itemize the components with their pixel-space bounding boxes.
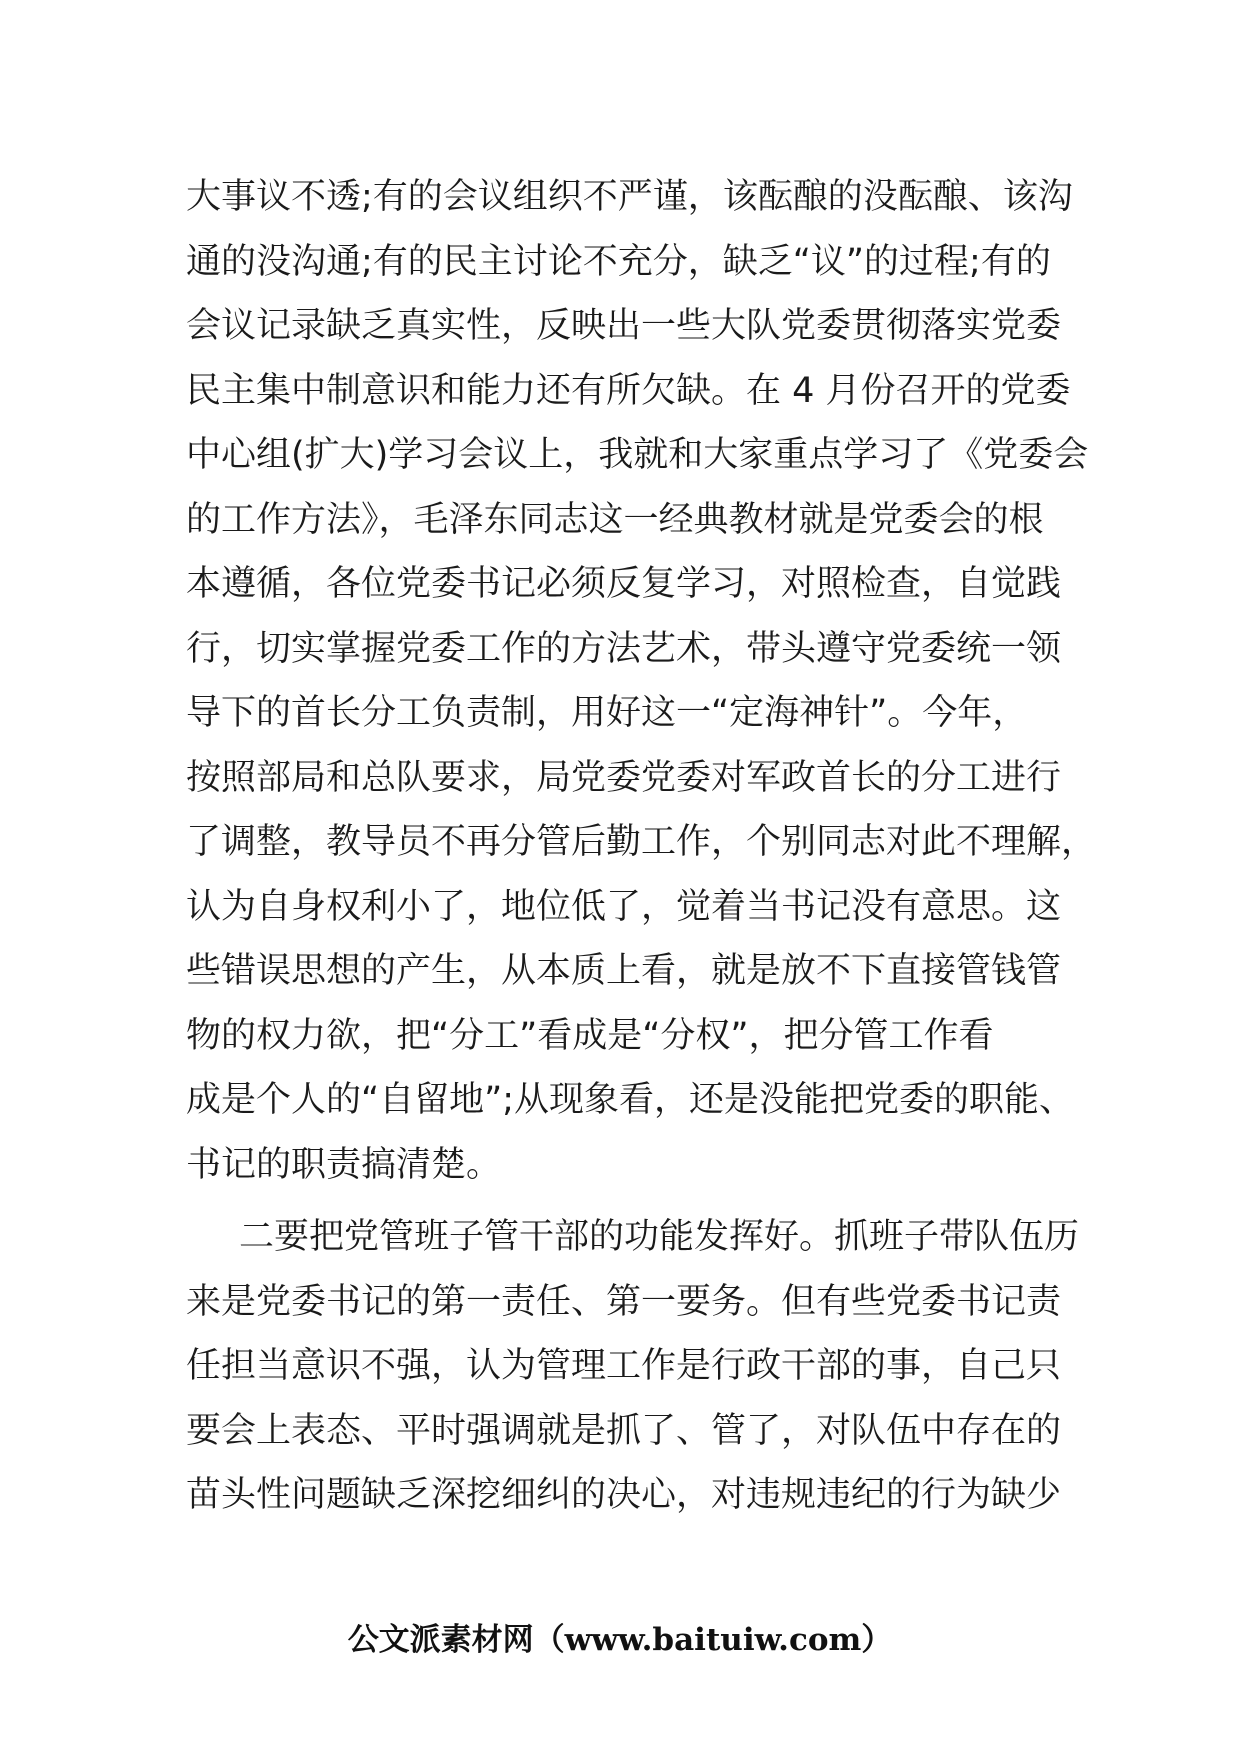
text-line: 民主集中制意识和能力还有所欠缺。在 4 月份召开的党委 (186, 370, 1071, 411)
paragraph-2 (186, 1205, 1080, 1528)
text-line: 会议记录缺乏真实性，反映出一些大队党委贯彻落实党委 (186, 306, 1062, 346)
paragraph-1 (186, 165, 1097, 1197)
text-line: 通的没沟通;有的民主讨论不充分，缺乏“议”的过程;有的 (186, 241, 1051, 282)
text-line: 按照部局和总队要求，局党委党委对军政首长的分工进行 (186, 757, 1062, 798)
text-line: 认为自身权利小了，地位低了，觉着当书记没有意思。这 (186, 886, 1062, 927)
text-line: 些错误思想的产生，从本质上看，就是放不下直接管钱管 (186, 951, 1062, 991)
text-line: 本遵循，各位党委书记必须反复学习，对照检查，自觉践 (186, 564, 1062, 604)
text-line: 苗头性问题缺乏深挖细纠的决心，对违规违纪的行为缺少 (186, 1475, 1062, 1515)
text-line: 导下的首长分工负责制，用好这一“定海神针”。今年， (186, 693, 1028, 733)
footer-watermark: 公文派素材网（www.baituiw.com） (347, 1622, 893, 1658)
text-line: 行，切实掌握党委工作的方法艺术，带头遵守党委统一领 (186, 628, 1062, 669)
text-line: 成是个人的“自留地”;从现象看，还是没能把党委的职能、 (186, 1080, 1075, 1120)
text-line: 二要把党管班子管干部的功能发挥好。抓班子带队伍历 (239, 1217, 1080, 1257)
document-body (186, 165, 1097, 1528)
paragraph-spacer (186, 1197, 1066, 1205)
text-line: 书记的职责搞清楚。 (186, 1144, 502, 1185)
text-line: 物的权力欲，把“分工”看成是“分权”，把分管工作看 (186, 1015, 994, 1056)
text-line: 中心组(扩大)学习会议上，我就和大家重点学习了《党委会 (186, 435, 1089, 475)
text-line: 来是党委书记的第一责任、第一要务。但有些党委书记责 (186, 1281, 1062, 1322)
text-line: 要会上表态、平时强调就是抓了、管了，对队伍中存在的 (186, 1410, 1062, 1451)
text-line: 大事议不透;有的会议组织不严谨，该酝酿的没酝酿、该沟 (186, 177, 1073, 217)
text-line: 任担当意识不强，认为管理工作是行政干部的事，自己只 (186, 1346, 1062, 1386)
text-line: 的工作方法》，毛泽东同志这一经典教材就是党委会的根 (186, 499, 1044, 540)
text-line: 了调整，教导员不再分管后勤工作，个别同志对此不理解， (186, 822, 1097, 862)
